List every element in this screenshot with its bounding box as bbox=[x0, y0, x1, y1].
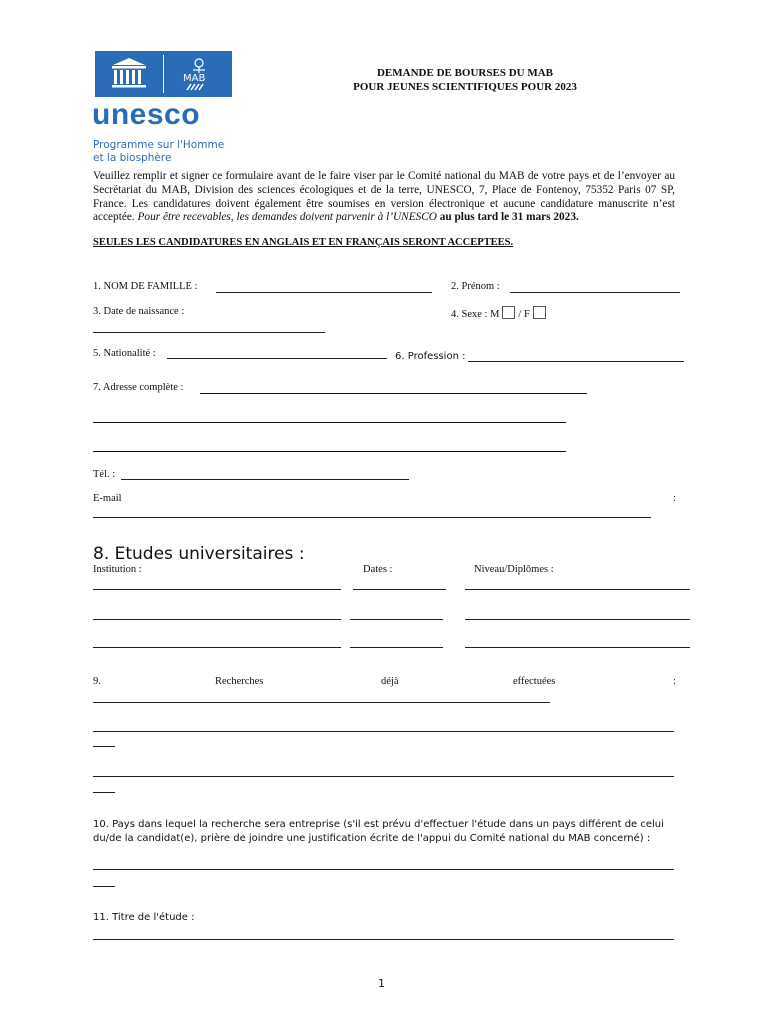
dates-field-2[interactable] bbox=[350, 619, 443, 620]
unesco-wordmark: unesco bbox=[92, 98, 201, 131]
institution-field-3[interactable] bbox=[93, 647, 341, 648]
niveau-field-2[interactable] bbox=[465, 619, 690, 620]
label-adresse: 7. Adresse complète : bbox=[93, 382, 184, 393]
adresse-field-1[interactable] bbox=[200, 393, 587, 394]
sexe-group bbox=[451, 306, 549, 320]
title-line-2: POUR JEUNES SCIENTIFIQUES POUR 2023 bbox=[353, 81, 577, 93]
label-profession: 6. Profession : bbox=[395, 351, 466, 362]
col-institution: Institution : bbox=[93, 564, 142, 575]
naissance-field[interactable] bbox=[93, 332, 325, 333]
intro-italic: Pour être recevables, les demandes doivent parvenir à l’UNESCO bbox=[137, 211, 437, 224]
language-warning: SEULES LES CANDIDATURES EN ANGLAIS ET EN FRANÇAIS SERONT ACCEPTEES. bbox=[93, 237, 514, 248]
dates-field-1[interactable] bbox=[353, 589, 446, 590]
label-titre-etude: 11. Titre de l'étude : bbox=[93, 912, 195, 923]
title-line-1: DEMANDE DE BOURSES DU MAB bbox=[376, 67, 554, 79]
recherches-field-2[interactable] bbox=[93, 731, 674, 732]
adresse-field-2[interactable] bbox=[93, 422, 566, 423]
institution-field-2[interactable] bbox=[93, 619, 341, 620]
intro-paragraph bbox=[93, 170, 675, 225]
adresse-field-3[interactable] bbox=[93, 451, 566, 452]
recherches-field-3b[interactable] bbox=[93, 792, 115, 793]
email-colon: : bbox=[673, 493, 676, 504]
section-9-word-2: déjà bbox=[381, 676, 399, 687]
checkbox-m[interactable] bbox=[502, 306, 515, 319]
institution-field-1[interactable] bbox=[93, 589, 341, 590]
mab-icon bbox=[169, 53, 229, 95]
section-10-text: 10. Pays dans lequel la recherche sera entreprise (s'il est prévu d'effectuer l'étude dans un pays différent de celui du/de la candidat(e), prière de joindre une justification écrite de l'appui du Comité national du MAB concerné) : bbox=[93, 819, 664, 844]
programme-line-2: et la biosphère bbox=[93, 152, 172, 164]
niveau-field-3[interactable] bbox=[465, 647, 690, 648]
col-niveau: Niveau/Diplômes : bbox=[474, 564, 554, 575]
page-number: 1 bbox=[378, 977, 385, 990]
section-9-word-3: effectuées bbox=[513, 676, 556, 687]
checkbox-f[interactable] bbox=[533, 306, 546, 319]
recherches-field-1[interactable] bbox=[93, 702, 550, 703]
mab-text: MAB bbox=[183, 73, 206, 84]
col-dates: Dates : bbox=[363, 564, 393, 575]
label-sexe-f: / F bbox=[518, 309, 530, 320]
label-sexe: 4. Sexe : M bbox=[451, 309, 500, 320]
tel-field[interactable] bbox=[121, 479, 409, 480]
temple-icon bbox=[99, 55, 159, 93]
intro-text: Veuillez remplir et signer ce formulaire avant de le faire viser par le Comité national du MAB de votre pays et de l’envoyer au Secrétariat du MAB, Division des sciences écologiques et de la terre, UNESCO, 7, Place de Fontenoy, 75352 Paris 07 SP, France. Les candidatures doivent également être soumises en version électronique et aucune candidature manuscrite n’est acceptée. bbox=[93, 170, 675, 224]
label-nationalite: 5. Nationalité : bbox=[93, 348, 156, 359]
pays-field-1b[interactable] bbox=[93, 886, 115, 887]
label-tel: Tél. : bbox=[93, 469, 116, 480]
titre-etude-field[interactable] bbox=[93, 939, 674, 940]
profession-field[interactable] bbox=[468, 361, 684, 362]
label-email: E-mail bbox=[93, 493, 122, 504]
nationalite-field[interactable] bbox=[167, 358, 387, 359]
label-prenom: 2. Prénom : bbox=[451, 281, 500, 292]
section-9-colon: : bbox=[673, 676, 676, 687]
recherches-field-3[interactable] bbox=[93, 776, 674, 777]
unesco-logo-box bbox=[95, 51, 232, 97]
nom-field[interactable] bbox=[216, 292, 432, 293]
label-naissance: 3. Date de naissance : bbox=[93, 306, 185, 317]
intro-deadline: au plus tard le 31 mars 2023. bbox=[439, 211, 579, 224]
recherches-field-2b[interactable] bbox=[93, 746, 115, 747]
logo-divider bbox=[163, 55, 164, 93]
section-9-num: 9. bbox=[93, 676, 101, 687]
section-9-word-1: Recherches bbox=[215, 676, 264, 687]
email-field[interactable] bbox=[93, 517, 651, 518]
label-nom: 1. NOM DE FAMILLE : bbox=[93, 281, 198, 292]
programme-subtitle bbox=[93, 139, 224, 165]
prenom-field[interactable] bbox=[510, 292, 680, 293]
programme-line-1: Programme sur l'Homme bbox=[93, 139, 225, 151]
pays-field-1[interactable] bbox=[93, 869, 674, 870]
document-title bbox=[300, 66, 630, 94]
section-8-heading: 8. Etudes universitaires : bbox=[93, 544, 305, 564]
niveau-field-1[interactable] bbox=[465, 589, 690, 590]
dates-field-3[interactable] bbox=[350, 647, 443, 648]
